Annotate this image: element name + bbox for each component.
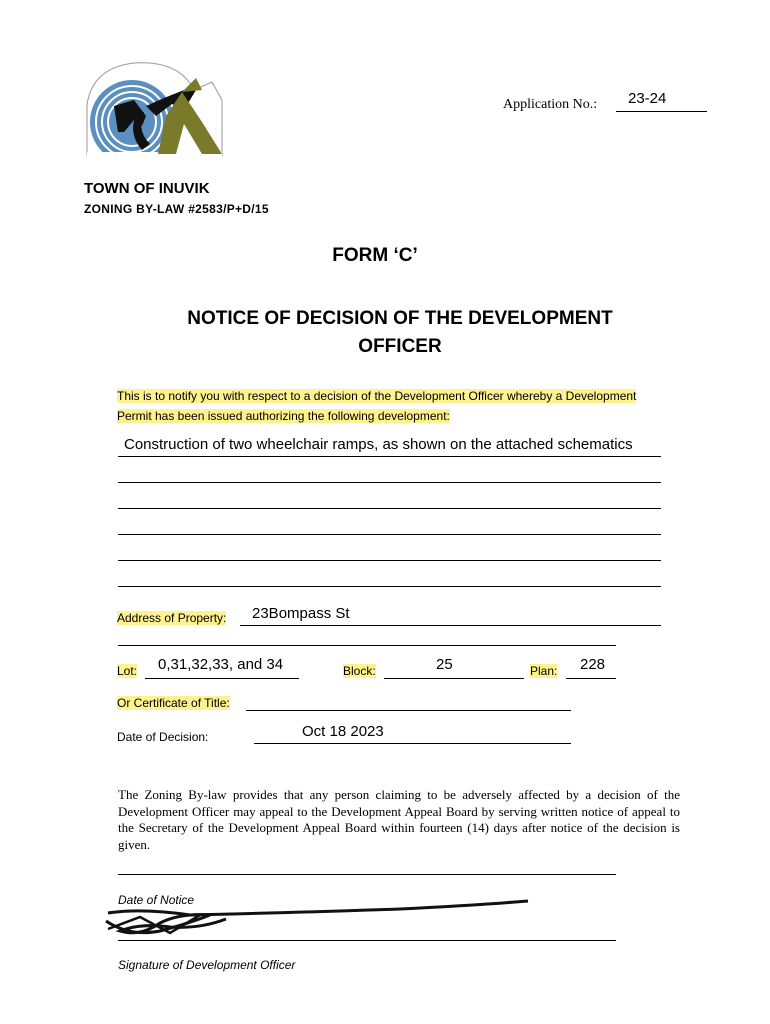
development-line-4	[118, 534, 661, 535]
development-line-5	[118, 560, 661, 561]
decision-date-value[interactable]: Oct 18 2023	[302, 723, 384, 740]
date-of-notice-label: Date of Notice	[118, 893, 195, 907]
address-line	[240, 625, 661, 626]
development-line-3	[118, 508, 661, 509]
application-no-value[interactable]: 23-24	[628, 90, 667, 107]
development-line-6	[118, 586, 661, 587]
block-line	[384, 678, 524, 679]
form-title: FORM ‘C’	[332, 245, 418, 266]
signature-line[interactable]	[118, 940, 616, 941]
certificate-label: Or Certificate of Title:	[117, 696, 230, 710]
block-label: Block:	[343, 664, 376, 678]
appeal-paragraph: The Zoning By-law provides that any person claiming to be adversely affected by a decision of the Development Officer may appeal to the Development Appeal Board by serving written notice of appeal to the Secretary of the Development Appeal Board within fourteen (14) days after notice of the decision is given.	[118, 787, 680, 852]
notice-title: NOTICE OF DECISION OF THE DEVELOPMENT OFFICER	[187, 308, 613, 357]
town-logo	[84, 60, 224, 158]
lot-label: Lot:	[117, 664, 138, 678]
certificate-line[interactable]	[246, 710, 571, 711]
address-value[interactable]: 23Bompass St	[252, 605, 350, 622]
development-line-2	[118, 482, 661, 483]
signature-scribble	[100, 893, 540, 943]
bylaw-number: ZONING BY-LAW #2583/P+D/15	[84, 202, 269, 216]
lot-value[interactable]: 0,31,32,33, and 34	[158, 656, 284, 673]
date-of-notice-line[interactable]	[118, 874, 616, 875]
decision-date-label: Date of Decision:	[117, 730, 209, 744]
address-line-2	[118, 645, 616, 646]
address-label: Address of Property:	[117, 611, 227, 625]
plan-value[interactable]: 228	[580, 656, 606, 673]
block-value[interactable]: 25	[436, 656, 453, 673]
development-line-1	[118, 456, 661, 457]
intro-line-2: Permit has been issued authorizing the following development:	[117, 409, 450, 423]
lot-line	[145, 678, 299, 679]
intro-line-1: This is to notify you with respect to a decision of the Development Officer whereby a Development	[117, 389, 637, 403]
decision-date-line	[254, 743, 571, 744]
application-no-label: Application No.:	[503, 97, 598, 112]
town-name: TOWN OF INUVIK	[84, 180, 210, 197]
application-no-line	[616, 111, 707, 112]
signature-label: Signature of Development Officer	[118, 958, 296, 972]
plan-line	[566, 678, 616, 679]
development-description[interactable]: Construction of two wheelchair ramps, as shown on the attached schematics	[124, 436, 633, 453]
plan-label: Plan:	[530, 664, 558, 678]
